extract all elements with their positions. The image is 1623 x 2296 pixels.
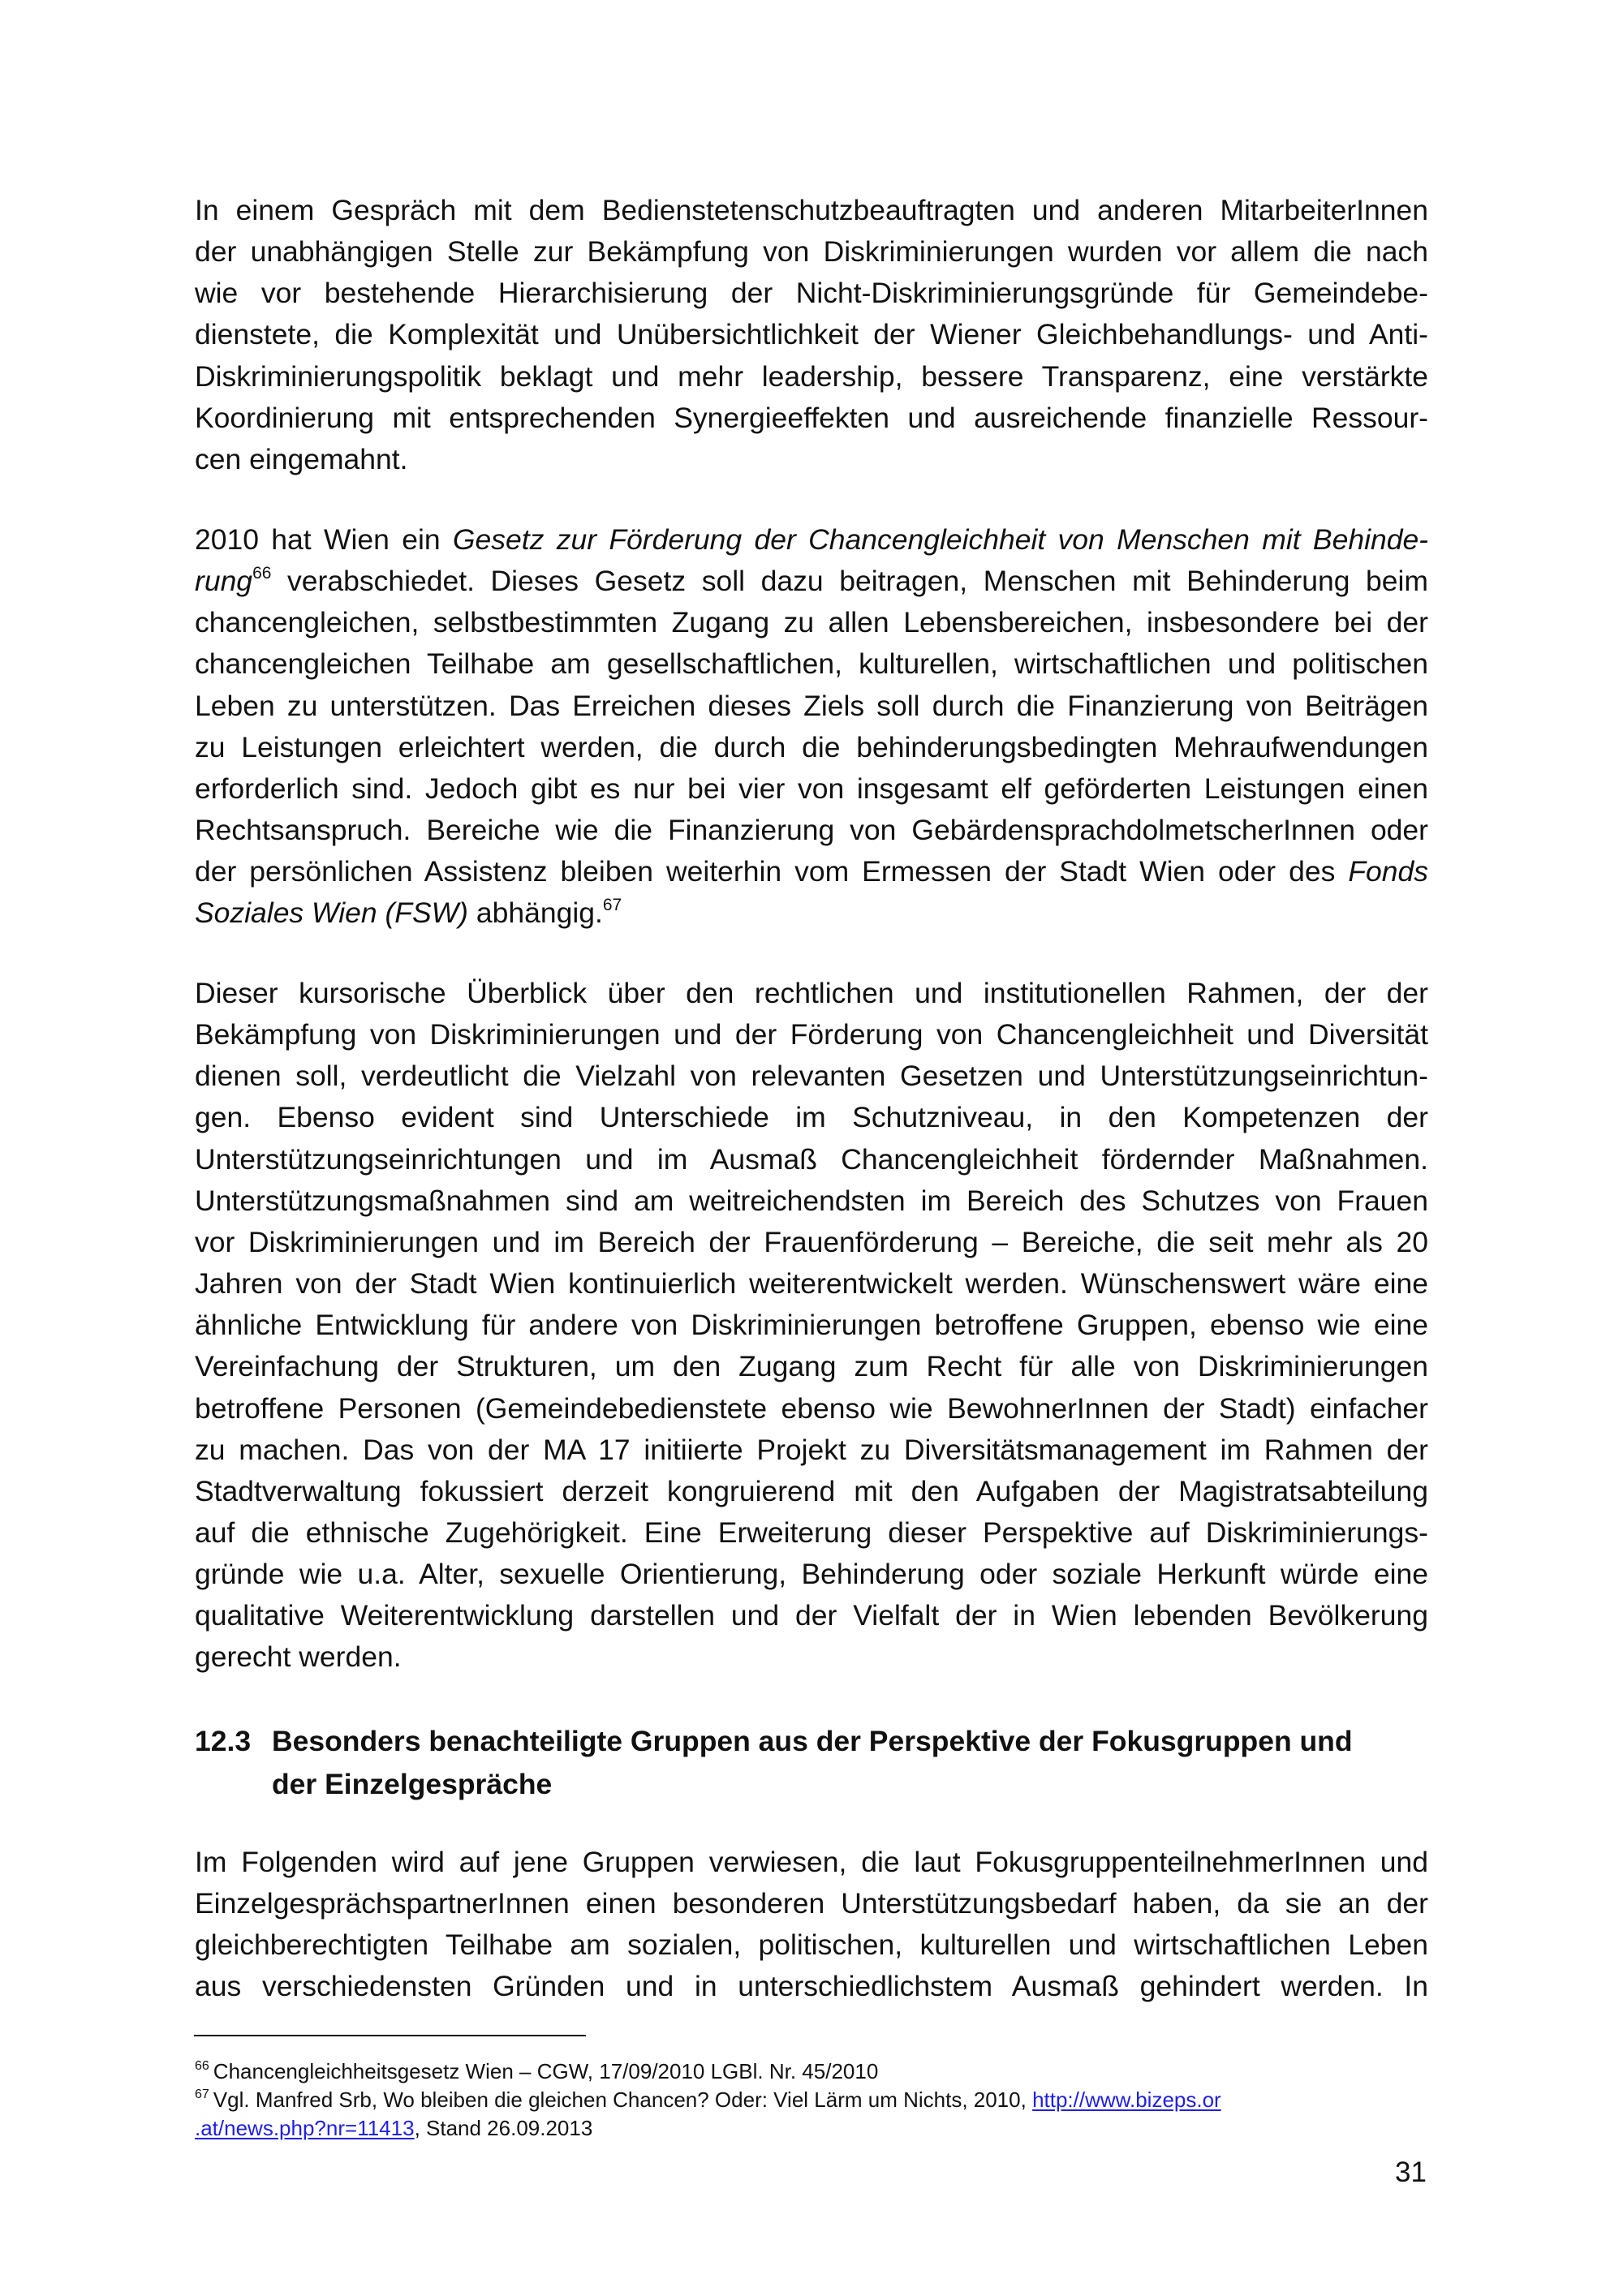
footnote-text: Chancengleichheitsgesetz Wien – CGW, 17/09/2010 LGBl. Nr. 45/2010 bbox=[213, 2059, 879, 2083]
footnote-number: 66 bbox=[195, 2059, 209, 2073]
text-segment: vor Diskriminierungen und im Bereich der Frauenförderung – Bereiche, die seit mehr als 20 bbox=[195, 1225, 1428, 1258]
text-segment: Diskriminierungspolitik beklagt und mehr leadership, bessere Transparenz, eine verstärkte bbox=[195, 359, 1428, 393]
text-line bbox=[195, 190, 1428, 231]
footnote-66 bbox=[195, 2057, 1428, 2086]
text-segment: qualitative Weiterentwicklung darstellen und der Vielfalt der in Wien lebenden Bevölkerung bbox=[195, 1599, 1428, 1632]
text-line bbox=[195, 231, 1428, 273]
text-segment: verabschiedet. Dieses Gesetz soll dazu beitragen, Menschen mit Behinderung beim bbox=[271, 565, 1428, 598]
footnote-reference: 67 bbox=[602, 896, 622, 915]
footnote-text: , Stand 26.09.2013 bbox=[414, 2116, 593, 2140]
footnote-separator bbox=[194, 2035, 586, 2036]
footnote-text: Vgl. Manfred Srb, Wo bleiben die gleichen Chancen? Oder: Viel Lärm um Nichts, 2010, bbox=[213, 2087, 1033, 2112]
text-line bbox=[195, 561, 1428, 602]
text-line bbox=[195, 1512, 1428, 1554]
text-line bbox=[195, 1305, 1428, 1346]
text-line bbox=[195, 810, 1428, 851]
text-line bbox=[195, 686, 1428, 727]
text-segment: Dieser kursorische Überblick über den rechtlichen und institutionellen Rahmen, der der bbox=[195, 977, 1428, 1009]
italic-text: Fonds bbox=[1348, 855, 1428, 888]
text-line bbox=[195, 314, 1428, 355]
text-segment: betroffene Personen (Gemeindebedienstete ebenso wie BewohnerInnen der Stadt) einfacher bbox=[195, 1391, 1428, 1425]
text-line bbox=[195, 1139, 1428, 1180]
text-line bbox=[195, 1222, 1428, 1263]
text-line bbox=[195, 1430, 1428, 1471]
text-line bbox=[195, 1346, 1428, 1387]
text-segment: zu Leistungen erleichtert werden, die durch die behinderungsbedingten Mehraufwendungen bbox=[195, 730, 1428, 763]
footnote-reference: 66 bbox=[252, 564, 272, 583]
text-segment: Unterstützungseinrichtungen und im Ausmaß Chancengleichheit fördernder Maßnahmen. bbox=[195, 1142, 1428, 1176]
text-line bbox=[195, 643, 1428, 685]
text-segment: Vereinfachung der Strukturen, um den Zugang zum Recht für alle von Diskriminierungen bbox=[195, 1350, 1428, 1383]
section-title-line: Besonders benachteiligte Gruppen aus der Perspektive der Fokusgruppen und bbox=[272, 1725, 1353, 1757]
text-line bbox=[195, 1097, 1428, 1138]
text-segment: erforderlich sind. Jedoch gibt es nur bei vier von insgesamt elf geförderten Leistungen einen bbox=[195, 772, 1428, 805]
text-line bbox=[195, 1180, 1428, 1222]
text-line bbox=[195, 892, 1428, 934]
text-line bbox=[195, 273, 1428, 314]
section-number: 12.3 bbox=[195, 1725, 252, 1757]
text-segment: gerecht werden. bbox=[195, 1640, 402, 1674]
text-segment: der unabhängigen Stelle zur Bekämpfung von Diskriminierungen wurden vor allem die nach bbox=[195, 235, 1428, 269]
text-line bbox=[195, 1014, 1428, 1056]
text-segment: Koordinierung mit entsprechenden Synergieeffekten und ausreichende finanzielle Ressour- bbox=[195, 401, 1428, 434]
text-segment: Bekämpfung von Diskriminierungen und der Förderung von Chancengleichheit und Diversität bbox=[195, 1018, 1428, 1051]
text-line bbox=[195, 1263, 1428, 1305]
text-segment: EinzelgesprächspartnerInnen einen besonderen Unterstützungsbedarf haben, da sie an der bbox=[195, 1887, 1428, 1920]
text-segment: abhängig. bbox=[468, 896, 603, 930]
text-segment: auf die ethnische Zugehörigkeit. Eine Erweiterung dieser Perspektive auf Diskriminierungs- bbox=[195, 1516, 1428, 1549]
text-segment: dienen soll, verdeutlicht die Vielzahl von relevanten Gesetzen und Unterstützungseinrichtun- bbox=[195, 1060, 1428, 1093]
italic-text: Gesetz zur Förderung der Chancengleichheit von Menschen mit Behinde- bbox=[452, 523, 1429, 556]
section-title bbox=[272, 1720, 1428, 1806]
text-segment: Jahren von der Stadt Wien kontinuierlich weiterentwickelt werden. Wünschenswert wäre eine bbox=[195, 1267, 1428, 1301]
text-line bbox=[195, 1924, 1428, 1966]
text-line bbox=[195, 1595, 1428, 1636]
section-title-line: der Einzelgespräche bbox=[272, 1768, 553, 1800]
text-line bbox=[195, 1056, 1428, 1097]
text-segment: Rechtsanspruch. Bereiche wie die Finanzierung von GebärdensprachdolmetscherInnen oder bbox=[195, 814, 1428, 847]
footnote-67-continued bbox=[195, 2114, 1428, 2143]
text-segment: wie vor bestehende Hierarchisierung der Nicht-Diskriminierungsgründe für Gemeindebe- bbox=[195, 277, 1428, 310]
italic-text: Soziales Wien (FSW) bbox=[195, 896, 468, 930]
text-segment: chancengleichen, selbstbestimmten Zugang zu allen Lebensbereichen, insbesondere bei der bbox=[195, 606, 1428, 639]
text-segment: ähnliche Entwicklung für andere von Diskriminierungen betroffene Gruppen, ebenso wie eine bbox=[195, 1309, 1428, 1342]
text-segment: gleichberechtigten Teilhabe am sozialen, politischen, kulturellen und wirtschaftlichen Leben bbox=[195, 1928, 1428, 1962]
text-segment: Im Folgenden wird auf jene Gruppen verwiesen, die laut FokusgruppenteilnehmerInnen und bbox=[195, 1846, 1428, 1878]
text-segment: der persönlichen Assistenz bleiben weiterhin vom Ermessen der Stadt Wien oder des bbox=[195, 855, 1349, 888]
text-segment: dienstete, die Komplexität und Unübersichtlichkeit der Wiener Gleichbehandlungs- und Anti- bbox=[195, 318, 1428, 351]
footnote-67 bbox=[195, 2086, 1428, 2114]
page-number: 31 bbox=[1395, 2156, 1427, 2188]
text-segment: gründe wie u.a. Alter, sexuelle Orientierung, Behinderung oder soziale Herkunft würde eine bbox=[195, 1558, 1428, 1591]
text-segment: cen eingemahnt. bbox=[195, 442, 408, 475]
text-line bbox=[195, 1636, 1428, 1678]
text-line bbox=[195, 973, 1428, 1014]
text-line bbox=[195, 602, 1428, 643]
text-segment: In einem Gespräch mit dem Bedienstetenschutzbeauftragten und anderen MitarbeiterInnen bbox=[195, 194, 1428, 226]
text-line bbox=[195, 1471, 1428, 1512]
text-segment: gen. Ebenso evident sind Unterschiede im Schutzniveau, in den Kompetenzen der bbox=[195, 1101, 1428, 1134]
text-line bbox=[195, 851, 1428, 892]
text-line bbox=[195, 1388, 1428, 1430]
text-segment: aus verschiedensten Gründen und in unterschiedlichstem Ausmaß gehindert werden. In bbox=[195, 1970, 1428, 2003]
italic-text: rung bbox=[195, 565, 253, 598]
text-line bbox=[195, 727, 1428, 768]
text-segment: Unterstützungsmaßnahmen sind am weitreichendsten im Bereich des Schutzes von Frauen bbox=[195, 1184, 1428, 1217]
text-line bbox=[195, 1966, 1428, 2007]
text-line bbox=[195, 1842, 1428, 1883]
text-segment: Leben zu unterstützen. Das Erreichen dieses Ziels soll durch die Finanzierung von Beiträgen bbox=[195, 689, 1428, 722]
footnote-link[interactable]: .at/news.php?nr=11413 bbox=[195, 2116, 415, 2140]
text-line bbox=[195, 519, 1428, 561]
text-line bbox=[195, 1883, 1428, 1924]
text-segment: Stadtverwaltung fokussiert derzeit kongruierend mit den Aufgaben der Magistratsabteilung bbox=[195, 1474, 1428, 1507]
text-line bbox=[195, 439, 1428, 480]
text-line bbox=[195, 398, 1428, 439]
text-line bbox=[195, 356, 1428, 398]
text-line bbox=[195, 1554, 1428, 1595]
text-segment: chancengleichen Teilhabe am gesellschaftlichen, kulturellen, wirtschaftlichen und politischen bbox=[195, 647, 1428, 681]
text-line bbox=[195, 768, 1428, 810]
footnote-link[interactable]: http://www.bizeps.or bbox=[1032, 2087, 1221, 2112]
text-segment: 2010 hat Wien ein bbox=[195, 523, 453, 556]
text-segment: zu machen. Das von der MA 17 initiierte Projekt zu Diversitätsmanagement im Rahmen der bbox=[195, 1433, 1428, 1466]
footnote-number: 67 bbox=[195, 2087, 209, 2101]
